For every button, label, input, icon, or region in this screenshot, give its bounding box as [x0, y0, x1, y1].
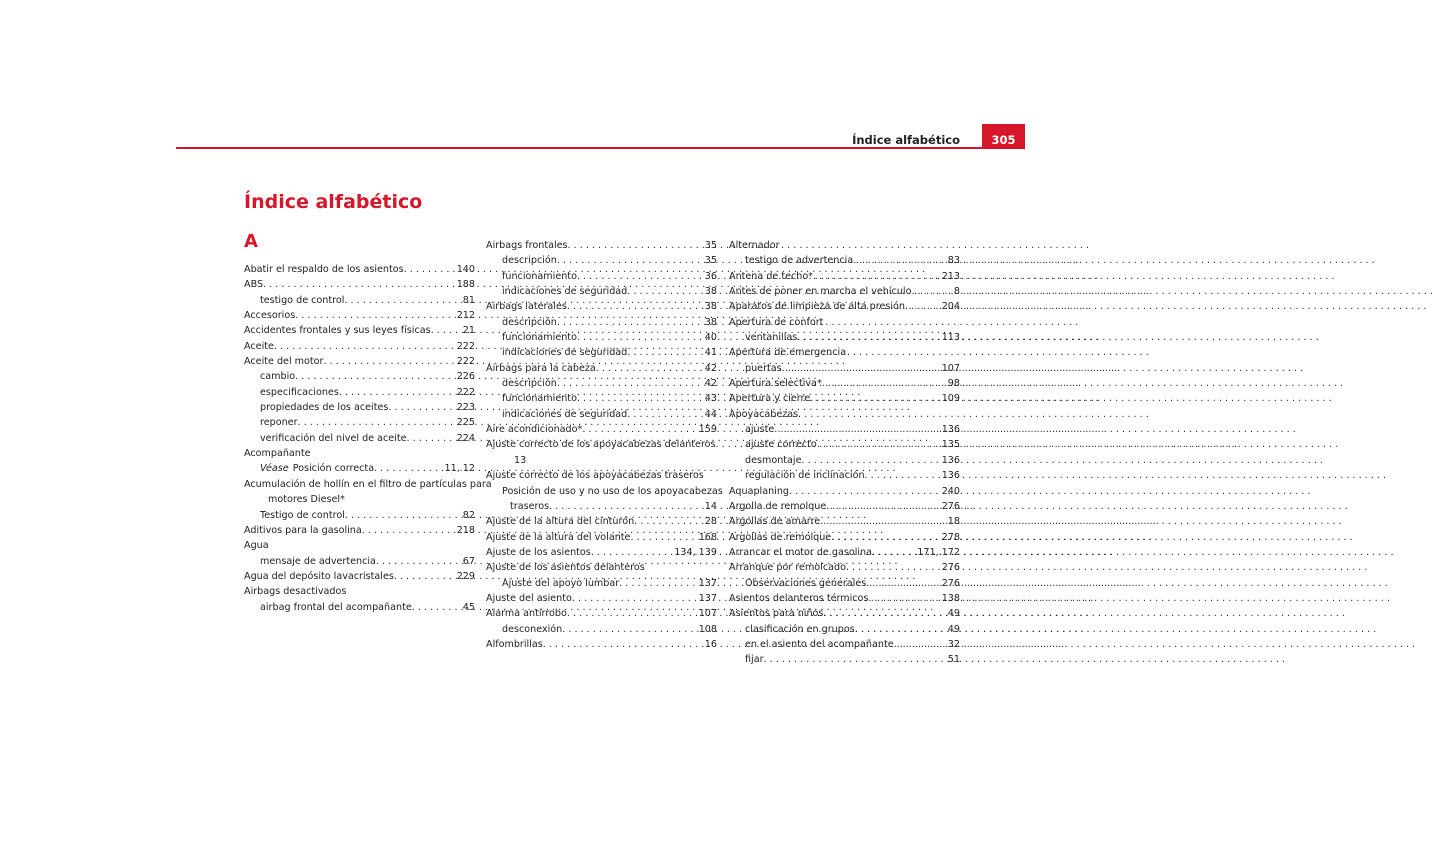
leader-dots: [853, 253, 945, 268]
page-ref: 38: [704, 301, 717, 313]
page-ref: 49: [947, 608, 960, 620]
index-term: indicaciones de seguridad: [502, 286, 628, 298]
index-entry-continuation: [486, 499, 717, 514]
leader-dots: [802, 453, 939, 468]
index-term: funcionamiento: [502, 332, 577, 344]
index-term: indicaciones de seguridad: [502, 347, 628, 359]
index-term: testigo de advertencia: [745, 255, 854, 267]
leader-dots: [543, 637, 702, 652]
leader-dots: [263, 277, 454, 292]
index-entry: [729, 560, 960, 575]
index-entry: [729, 284, 960, 299]
page-ref: 13: [514, 454, 527, 466]
leader-dots: [345, 508, 460, 523]
page-ref: 188: [456, 279, 475, 291]
index-term: ajuste correcto: [745, 439, 817, 451]
leader-dots: [789, 484, 939, 499]
page-ref: 16: [704, 638, 717, 650]
index-term: Airbags para la cabeza: [486, 362, 596, 374]
leader-dots: [823, 606, 944, 621]
index-term: Ajuste del asiento: [486, 592, 572, 604]
index-entry: [486, 284, 717, 299]
page-ref: 113: [941, 332, 960, 344]
index-entry: [486, 637, 717, 652]
index-term: clasificación en grupos: [745, 623, 855, 635]
index-entry: [729, 269, 960, 284]
leader-dots: [344, 293, 459, 308]
leader-dots: [782, 361, 939, 376]
index-term: indicaciones de seguridad: [502, 408, 628, 420]
index-term: Aceite: [244, 340, 274, 352]
index-entry: [244, 431, 475, 446]
leader-dots: [831, 530, 939, 545]
index-entry: [729, 361, 960, 376]
index-term: Aquaplaning: [729, 485, 789, 497]
leader-dots: [295, 369, 454, 384]
index-term-continuation: motores Diesel*: [268, 494, 345, 506]
leader-dots: [295, 308, 453, 323]
index-term: Agua del depósito lavacristales: [244, 570, 394, 582]
index-entry: [729, 530, 960, 545]
index-entry: [729, 576, 960, 591]
page-ref: 42: [704, 362, 717, 374]
index-term: desmontaje: [745, 454, 802, 466]
index-entry: [729, 499, 960, 514]
index-entry: [729, 238, 960, 253]
index-term: Alfombrillas: [486, 638, 543, 650]
page-ref: 222: [456, 356, 475, 368]
index-entry: [244, 277, 475, 292]
index-entry: [486, 606, 717, 621]
index-term: Arranque por remolcado: [729, 562, 846, 574]
index-entry: [486, 530, 717, 545]
leader-dots: [630, 530, 695, 545]
index-entry: [244, 446, 475, 461]
index-term: funcionamiento: [502, 270, 577, 282]
page-ref: 140: [456, 264, 475, 275]
page-ref: 212: [456, 310, 475, 322]
page-ref: 240: [941, 485, 960, 497]
index-entry: [486, 269, 717, 284]
index-entry: [486, 376, 717, 391]
index-term: Arrancar el motor de gasolina: [729, 546, 873, 558]
index-entry: [486, 315, 717, 330]
index-term: airbag frontal del acompañante: [260, 601, 412, 613]
leader-dots: [627, 407, 702, 422]
page-ref: 229: [456, 570, 475, 582]
index-entry: [729, 376, 960, 391]
index-entry: [244, 554, 475, 569]
index-entry: [729, 468, 960, 483]
index-term: Argolla de remolque: [729, 500, 827, 512]
page-ref: 109: [941, 393, 960, 405]
index-term: Apertura de confort: [729, 316, 824, 328]
index-term: descripción: [502, 255, 557, 267]
index-entry: [244, 323, 475, 338]
page-ref: 98: [947, 378, 960, 390]
index-entry: [244, 508, 475, 523]
leader-dots: [817, 437, 939, 452]
header-rule: [176, 147, 1025, 149]
index-entry: [486, 545, 717, 560]
leader-dots: [431, 323, 460, 338]
index-term: Airbags laterales: [486, 301, 567, 313]
index-entry: [244, 293, 475, 308]
leader-dots: [388, 400, 453, 415]
leader-dots: [557, 253, 702, 268]
index-entry: [486, 253, 717, 268]
index-term: Ajuste de la altura del cinturón: [486, 516, 635, 528]
index-entry: [244, 600, 475, 615]
index-entry: [486, 345, 717, 360]
index-entry-continuation: [244, 492, 475, 507]
index-entry: [486, 560, 717, 575]
page-ref: 42: [704, 378, 717, 390]
leader-dots: [394, 569, 454, 584]
leader-dots: [412, 600, 460, 615]
page-ref: 107: [941, 362, 960, 374]
page-ref: 276: [941, 562, 960, 574]
page-ref: 225: [456, 417, 475, 429]
page-ref: 36: [704, 270, 717, 282]
index-entry: [244, 569, 475, 584]
page-ref: 11, 12: [444, 463, 475, 475]
page-ref: 83: [947, 255, 960, 267]
page-ref: 276: [941, 577, 960, 589]
page-ref: 136: [941, 454, 960, 466]
index-term: Ajuste de los asientos: [486, 546, 591, 558]
index-entry: [244, 385, 475, 400]
index-entry: [486, 407, 717, 422]
leader-dots: [567, 606, 696, 621]
index-term: testigo de control: [260, 294, 345, 306]
index-term: descripción: [502, 316, 557, 328]
index-entry: [486, 391, 717, 406]
leader-dots: [577, 330, 702, 345]
leader-dots: [557, 376, 702, 391]
index-term: Aditivos para la gasolina: [244, 524, 362, 536]
index-term: Acompañante: [244, 448, 311, 460]
leader-dots: [323, 354, 453, 369]
index-entry: [486, 591, 717, 606]
leader-dots: [619, 576, 696, 591]
leader-dots: [549, 499, 702, 514]
leader-dots: [905, 299, 939, 314]
page-ref: 135: [941, 439, 960, 451]
index-entry: [729, 622, 960, 637]
index-term: ventanillas: [745, 332, 798, 344]
index-entry: [244, 400, 475, 415]
index-term: Observaciones generales: [745, 577, 867, 589]
leader-dots: [911, 284, 950, 299]
index-term: Aparatos de limpieza de alta presión: [729, 301, 905, 313]
index-entry: [486, 514, 717, 529]
page-ref: 45: [462, 601, 475, 613]
index-term: Ajuste correcto de los apoyacabezas delanteros: [486, 439, 716, 451]
leader-dots: [568, 238, 702, 253]
index-term: cambio: [260, 371, 296, 383]
leader-dots: [339, 385, 454, 400]
leader-dots: [716, 437, 724, 452]
index-column-2: [486, 238, 723, 652]
page-ref: 49: [947, 623, 960, 635]
leader-dots: [820, 514, 945, 529]
leader-dots: [634, 514, 702, 529]
leader-dots: [582, 422, 695, 437]
index-term: Apertura de emergencia: [729, 347, 847, 359]
index-entry: [486, 622, 717, 637]
page-ref: 224: [456, 432, 475, 444]
index-entry: [486, 437, 717, 452]
page-ref: 35: [704, 255, 717, 267]
leader-dots: [374, 461, 441, 476]
leader-dots: [404, 262, 454, 277]
index-entry: [486, 484, 723, 499]
page-ref: 32: [947, 638, 960, 650]
index-term: Airbags desactivados: [244, 586, 347, 598]
page-title: Índice alfabético: [244, 191, 423, 213]
page-ref: 14: [704, 500, 717, 512]
index-term: Accidentes frontales y sus leyes físicas: [244, 325, 431, 337]
index-entry: [729, 514, 960, 529]
leader-dots: [298, 415, 454, 430]
page-ref: 8: [953, 286, 960, 298]
index-entry: [729, 453, 960, 468]
page-ref: 82: [462, 509, 475, 521]
index-term: funcionamiento: [502, 393, 577, 405]
leader-dots: [407, 431, 454, 446]
index-term: Aire acondicionado*: [486, 424, 583, 436]
index-term: Antes de poner en marcha el vehículo: [729, 286, 912, 298]
page-ref: 38: [704, 286, 717, 298]
index-entry: [729, 330, 960, 345]
page-ref: 222: [456, 386, 475, 398]
index-term: propiedades de los aceites: [260, 402, 389, 414]
index-term: descripción: [502, 378, 557, 390]
page-ref: 137: [698, 577, 717, 589]
leader-dots: [774, 422, 938, 437]
page-ref: 204: [941, 301, 960, 313]
index-term: Argollas de remolque: [729, 531, 832, 543]
leader-dots: [822, 376, 945, 391]
leader-dots: [577, 269, 702, 284]
index-entry: [244, 584, 475, 599]
index-term: fijar: [745, 654, 764, 666]
index-entry: [486, 238, 717, 253]
leader-dots: [362, 523, 454, 538]
page-ref: 43: [704, 393, 717, 405]
index-term-continuation: traseros: [510, 500, 550, 512]
page-ref: 171, 172: [917, 546, 960, 558]
page-ref: 40: [704, 332, 717, 344]
leader-dots: [627, 345, 702, 360]
page-ref: 108: [698, 623, 717, 635]
index-entry: [729, 253, 960, 268]
index-term: Alarma antirrobo: [486, 608, 567, 620]
index-entry: [729, 407, 960, 422]
index-entry: [729, 545, 960, 560]
index-term: Alternador: [729, 240, 780, 251]
page-ref: 136: [941, 424, 960, 436]
index-entry: [486, 299, 717, 314]
index-entry: [729, 422, 960, 437]
page-ref: 278: [941, 531, 960, 543]
index-entry-continuation: [486, 453, 717, 468]
index-term: Posición de uso y no uso de los apoyacabezas: [502, 485, 723, 497]
index-entry: [729, 591, 960, 606]
index-term: ajuste: [745, 424, 775, 436]
index-term: Apertura selectiva*: [729, 378, 822, 390]
leader-dots: [274, 339, 454, 354]
index-entry: [244, 308, 475, 323]
page-ref: 41: [704, 347, 717, 359]
leader-dots: [562, 622, 695, 637]
page-ref: 218: [456, 524, 475, 536]
index-term: puertas: [745, 362, 782, 374]
index-column-1: [244, 262, 492, 615]
page-ref: 276: [941, 500, 960, 512]
index-term: Ajuste de la altura del volante: [486, 531, 631, 543]
index-term: Ajuste de los asientos delanteros: [486, 562, 645, 574]
index-entry: [729, 391, 960, 406]
leader-dots: [567, 299, 702, 314]
index-term: Agua: [244, 540, 269, 552]
index-term: Posición correcta: [292, 463, 375, 475]
page-ref: 38: [704, 316, 717, 328]
index-entry: [244, 369, 475, 384]
leader-dots: [627, 284, 702, 299]
see-reference: Véase: [260, 463, 289, 475]
index-term: Ajuste del apoyo lumbar: [502, 577, 620, 589]
index-entry: [244, 538, 475, 553]
index-entry: [729, 345, 960, 360]
page-ref: 35: [704, 240, 717, 251]
page-ref: 21: [462, 325, 475, 337]
index-entry: [244, 262, 475, 277]
leader-dots: [810, 391, 938, 406]
leader-dots: [797, 330, 938, 345]
index-term: Testigo de control: [260, 509, 345, 521]
index-term: Asientos para niños: [729, 608, 824, 620]
index-term: Acumulación de hollín en el filtro de partículas para: [244, 478, 492, 490]
leader-dots: [813, 269, 939, 284]
index-entry: [486, 468, 717, 483]
index-entry: [244, 415, 475, 430]
page-ref: 137: [698, 592, 717, 604]
leader-dots: [866, 576, 938, 591]
index-term: en el asiento del acompañante: [745, 638, 894, 650]
index-term: reponer: [260, 417, 298, 429]
page-ref: 226: [456, 371, 475, 383]
leader-dots: [855, 622, 945, 637]
index-entry: [729, 299, 960, 314]
page-ref: 28: [704, 516, 717, 528]
index-term: Argollas de amarre: [729, 516, 821, 528]
index-term: Accesorios: [244, 310, 296, 322]
index-term: Abatir el respaldo de los asientos: [244, 264, 404, 275]
index-term: Apertura y cierre: [729, 393, 811, 405]
index-entry: [244, 339, 475, 354]
index-entry: [244, 523, 475, 538]
index-entry: [729, 637, 960, 652]
index-term: Airbags frontales: [486, 240, 568, 251]
leader-dots: [826, 499, 938, 514]
leader-dots: [577, 391, 702, 406]
index-term: Apoyacabezas: [729, 408, 799, 420]
index-entry: [244, 477, 492, 492]
leader-dots: [764, 652, 945, 667]
leader-dots: [596, 361, 702, 376]
leader-dots: [846, 560, 939, 575]
leader-dots: [591, 545, 671, 560]
page-ref: 138: [941, 592, 960, 604]
index-entry: [729, 606, 960, 621]
index-entry: [486, 330, 717, 345]
index-entry: [729, 315, 960, 330]
index-term: especificaciones: [260, 386, 339, 398]
index-column-3: [729, 238, 960, 668]
leader-dots: [894, 637, 945, 652]
index-term: Antena de techo*: [729, 270, 814, 282]
index-term: Asientos delanteros térmicos: [729, 592, 869, 604]
index-entry: [486, 576, 717, 591]
index-term: regulación de inclinación: [745, 470, 865, 482]
index-entry: [486, 361, 717, 376]
leader-dots: [865, 468, 939, 483]
page-ref: 107: [698, 608, 717, 620]
index-term: verificación del nivel de aceite: [260, 432, 407, 444]
page-ref: 134, 139: [674, 546, 717, 558]
index-term: mensaje de advertencia: [260, 555, 376, 567]
page-ref: 159: [698, 424, 717, 436]
index-letter: A: [244, 231, 258, 252]
page-ref: 44: [704, 408, 717, 420]
page-ref: 222: [456, 340, 475, 352]
page-ref: 81: [462, 294, 475, 306]
page-ref: 213: [941, 270, 960, 282]
index-entry: [729, 652, 960, 667]
leader-dots: [557, 315, 702, 330]
leader-dots: [872, 545, 914, 560]
index-entry: [486, 422, 717, 437]
page-number: 305: [982, 124, 1025, 149]
leader-dots: [376, 554, 460, 569]
index-term: desconexión: [502, 623, 563, 635]
index-entry: [729, 484, 960, 499]
running-header-title: Índice alfabético: [852, 133, 960, 147]
page-ref: 18: [947, 516, 960, 528]
index-term: ABS: [244, 279, 264, 291]
page-ref: 67: [462, 555, 475, 567]
page-ref: 136: [941, 470, 960, 482]
page-ref: 51: [947, 654, 960, 666]
index-entry: [244, 354, 475, 369]
leader-dots: [572, 591, 696, 606]
page-ref: 168: [698, 531, 717, 543]
index-term: Ajuste correcto de los apoyacabezas traseros: [486, 470, 704, 482]
index-entry: [729, 437, 960, 452]
leader-dots: [868, 591, 938, 606]
index-term: Aceite del motor: [244, 356, 324, 368]
page-ref: 223: [456, 402, 475, 414]
index-entry: [244, 461, 475, 476]
